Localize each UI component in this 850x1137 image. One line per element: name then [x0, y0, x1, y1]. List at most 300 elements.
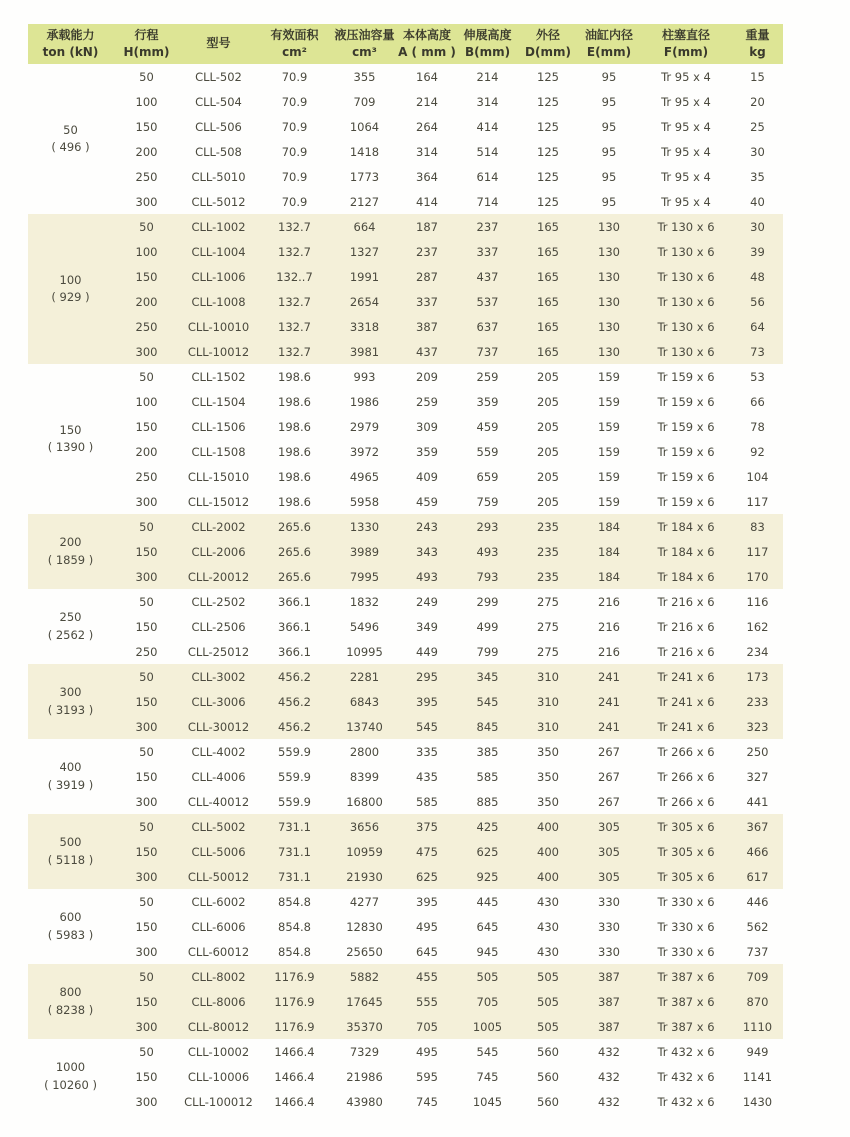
- table-cell: 560: [537, 1044, 559, 1059]
- column-header-line1: 液压油容量: [334, 27, 395, 42]
- table-cell: 21986: [346, 1069, 383, 1084]
- table-cell: 259: [476, 369, 499, 384]
- table-cell: 293: [457, 514, 518, 539]
- table-cell: CLL-3002: [180, 664, 257, 689]
- table-cell: 2979: [349, 419, 380, 434]
- table-cell: 16800: [346, 794, 383, 809]
- table-cell: 50: [139, 594, 154, 609]
- table-row: [28, 189, 783, 214]
- table-row: [28, 64, 783, 89]
- table-cell: 310: [518, 689, 578, 714]
- table-cell: Tr 330 x 6: [657, 919, 715, 934]
- table-cell: 364: [416, 169, 438, 184]
- table-cell: 425: [457, 814, 518, 839]
- table-cell: Tr 130 x 6: [640, 314, 732, 339]
- table-cell: 165: [518, 339, 578, 364]
- table-header-row: [28, 24, 783, 64]
- table-cell: 305: [578, 864, 640, 889]
- table-cell: 300: [113, 564, 180, 589]
- table-cell: 50: [139, 369, 154, 384]
- table-cell: 17645: [332, 989, 397, 1014]
- table-cell: 1430: [742, 1094, 773, 1109]
- table-cell: 350: [537, 744, 559, 759]
- table-cell: 264: [416, 119, 438, 134]
- table-cell: 414: [416, 194, 438, 209]
- table-cell: 130: [578, 314, 640, 339]
- table-row: [28, 814, 783, 839]
- table-cell: 12830: [346, 919, 383, 934]
- table-cell: 50: [113, 814, 180, 839]
- table-cell: 241: [578, 664, 640, 689]
- table-cell: 560: [537, 1069, 559, 1084]
- table-cell: 446: [746, 894, 769, 909]
- table-cell: 1110: [732, 1014, 783, 1039]
- table-row: [28, 1089, 783, 1114]
- table-row: [28, 1064, 783, 1089]
- table-cell: 205: [537, 494, 559, 509]
- table-cell: 159: [598, 469, 620, 484]
- table-row: [28, 414, 783, 439]
- table-cell: 343: [397, 539, 457, 564]
- table-cell: 327: [746, 769, 769, 784]
- table-cell: Tr 95 x 4: [661, 119, 711, 134]
- table-cell: CLL-15010: [187, 469, 250, 484]
- table-cell: 132.7: [257, 314, 332, 339]
- column-header-line2: B(mm): [464, 45, 511, 59]
- table-cell: CLL-1502: [191, 369, 246, 384]
- table-row: [28, 539, 783, 564]
- table-cell: 267: [598, 794, 620, 809]
- table-cell: 70.9: [281, 69, 308, 84]
- table-cell: 400: [518, 814, 578, 839]
- table-cell: 1176.9: [257, 1014, 332, 1039]
- table-cell: CLL-1008: [180, 289, 257, 314]
- capacity-ton: 250: [59, 610, 82, 625]
- table-cell: 200: [135, 144, 158, 159]
- table-cell: 267: [598, 744, 620, 759]
- table-cell: 366.1: [278, 594, 311, 609]
- table-cell: 2800: [349, 744, 380, 759]
- table-cell: CLL-10002: [187, 1044, 250, 1059]
- table-cell: CLL-2006: [180, 539, 257, 564]
- table-cell: 184: [578, 514, 640, 539]
- table-cell: CLL-5012: [191, 194, 246, 209]
- table-cell: 456.2: [257, 714, 332, 739]
- table-cell: Tr 266 x 6: [657, 744, 715, 759]
- column-header-line2: ton (kN): [42, 45, 99, 59]
- table-cell: 614: [476, 169, 499, 184]
- table-cell: 125: [537, 69, 559, 84]
- table-cell: 184: [578, 539, 640, 564]
- table-cell: 7329: [349, 1044, 380, 1059]
- table-cell: 949: [746, 1044, 769, 1059]
- table-cell: 455: [397, 964, 457, 989]
- capacity-cell: [28, 814, 113, 889]
- column-header-line2: cm³: [352, 45, 377, 59]
- table-cell: CLL-2506: [191, 619, 246, 634]
- table-cell: 56: [732, 289, 783, 314]
- table-cell: 50: [113, 214, 180, 239]
- capacity-ton: 50: [63, 122, 78, 137]
- table-cell: Tr 130 x 6: [640, 239, 732, 264]
- table-cell: 70.9: [281, 194, 308, 209]
- table-cell: 545: [457, 689, 518, 714]
- capacity-ton: 400: [59, 760, 82, 775]
- capacity-ton: 1000: [55, 1060, 86, 1075]
- table-cell: 7995: [332, 564, 397, 589]
- table-cell: 870: [732, 989, 783, 1014]
- table-cell: CLL-508: [195, 144, 242, 159]
- capacity-cell: [28, 64, 113, 214]
- table-cell: 441: [746, 794, 769, 809]
- table-cell: 359: [476, 394, 499, 409]
- table-cell: 854.8: [278, 894, 311, 909]
- table-cell: 184: [578, 564, 640, 589]
- capacity-cell: [28, 1039, 113, 1114]
- table-cell: CLL-40012: [187, 794, 250, 809]
- table-cell: 637: [457, 314, 518, 339]
- table-cell: 395: [416, 894, 438, 909]
- table-cell: 205: [537, 394, 559, 409]
- table-cell: 709: [732, 964, 783, 989]
- table-cell: 3656: [332, 814, 397, 839]
- table-cell: 514: [476, 144, 499, 159]
- table-cell: 275: [537, 644, 559, 659]
- table-cell: 50: [139, 894, 154, 909]
- table-cell: 466: [732, 839, 783, 864]
- table-cell: 70.9: [281, 119, 308, 134]
- table-row: [28, 239, 783, 264]
- table-cell: CLL-8002: [180, 964, 257, 989]
- table-cell: 15: [750, 69, 765, 84]
- table-cell: 132.7: [257, 339, 332, 364]
- table-row: [28, 89, 783, 114]
- table-row: [28, 989, 783, 1014]
- table-cell: 400: [518, 864, 578, 889]
- table-cell: 300: [135, 494, 158, 509]
- table-row: [28, 689, 783, 714]
- column-header-line1: 行程: [134, 27, 159, 42]
- column-header-line1: 型号: [206, 36, 231, 51]
- table-cell: 250: [746, 744, 769, 759]
- table-cell: 150: [113, 989, 180, 1014]
- table-cell: 1991: [332, 264, 397, 289]
- table-cell: 854.8: [278, 919, 311, 934]
- table-cell: Tr 305 x 6: [640, 814, 732, 839]
- table-cell: 95: [601, 119, 617, 134]
- table-cell: 499: [476, 619, 499, 634]
- table-cell: Tr 159 x 6: [657, 419, 715, 434]
- table-cell: 731.1: [257, 839, 332, 864]
- table-cell: Tr 241 x 6: [640, 714, 732, 739]
- table-cell: 1466.4: [274, 1044, 315, 1059]
- table-cell: 8399: [349, 769, 380, 784]
- table-cell: 50: [113, 664, 180, 689]
- table-row: [28, 739, 783, 764]
- table-cell: Tr 330 x 6: [657, 944, 715, 959]
- table-cell: 95: [601, 69, 617, 84]
- table-cell: CLL-6006: [191, 919, 246, 934]
- table-row: [28, 164, 783, 189]
- table-cell: CLL-20012: [180, 564, 257, 589]
- table-cell: 95: [601, 144, 617, 159]
- table-cell: 595: [416, 1069, 438, 1084]
- table-cell: 414: [476, 119, 499, 134]
- table-cell: 200: [135, 444, 158, 459]
- table-cell: 335: [416, 744, 438, 759]
- table-cell: 709: [353, 94, 376, 109]
- table-cell: 310: [518, 714, 578, 739]
- capacity-ton: 150: [59, 422, 82, 437]
- table-cell: 150: [113, 264, 180, 289]
- table-cell: 117: [746, 494, 769, 509]
- table-cell: 2654: [332, 289, 397, 314]
- table-cell: 385: [476, 744, 499, 759]
- table-cell: Tr 387 x 6: [640, 989, 732, 1014]
- column-header-4: [332, 24, 397, 64]
- table-cell: 659: [476, 469, 499, 484]
- capacity-ton: 200: [59, 535, 82, 550]
- table-cell: 330: [598, 894, 620, 909]
- table-cell: 64: [732, 314, 783, 339]
- table-cell: 132.7: [257, 239, 332, 264]
- table-cell: 205: [537, 419, 559, 434]
- table-cell: 5958: [349, 494, 380, 509]
- capacity-cell: [28, 589, 113, 664]
- table-cell: 300: [135, 794, 158, 809]
- table-cell: 300: [135, 194, 158, 209]
- table-cell: 432: [598, 1069, 620, 1084]
- table-cell: 250: [135, 169, 158, 184]
- table-cell: CLL-1004: [180, 239, 257, 264]
- table-cell: CLL-4002: [191, 744, 246, 759]
- table-cell: 495: [416, 919, 438, 934]
- table-cell: CLL-5010: [191, 169, 246, 184]
- column-header-9: [640, 24, 732, 64]
- table-cell: 104: [746, 469, 769, 484]
- column-header-line1: 外径: [535, 27, 560, 42]
- table-cell: CLL-1002: [180, 214, 257, 239]
- table-cell: 150: [135, 769, 158, 784]
- table-cell: 645: [476, 919, 499, 934]
- table-cell: Tr 216 x 6: [657, 619, 715, 634]
- table-cell: 267: [598, 769, 620, 784]
- table-cell: 214: [476, 69, 499, 84]
- table-cell: 562: [746, 919, 769, 934]
- table-cell: Tr 95 x 4: [661, 169, 711, 184]
- table-cell: 4277: [349, 894, 380, 909]
- column-header-1: [113, 24, 180, 64]
- table-cell: 20: [750, 94, 765, 109]
- table-cell: Tr 432 x 6: [657, 1069, 715, 1084]
- table-cell: CLL-1506: [191, 419, 246, 434]
- table-cell: Tr 159 x 6: [657, 494, 715, 509]
- table-cell: 150: [113, 839, 180, 864]
- table-row: [28, 464, 783, 489]
- spec-table: [28, 24, 783, 1114]
- table-cell: 1064: [349, 119, 380, 134]
- table-cell: 505: [518, 989, 578, 1014]
- table-cell: 164: [416, 69, 438, 84]
- table-cell: 3972: [349, 444, 380, 459]
- table-cell: 250: [135, 469, 158, 484]
- table-cell: 300: [135, 944, 158, 959]
- table-cell: 25: [750, 119, 765, 134]
- table-cell: 309: [416, 419, 438, 434]
- table-cell: 100: [135, 394, 158, 409]
- table-cell: 731.1: [257, 864, 332, 889]
- table-cell: 714: [476, 194, 499, 209]
- capacity-kn: ( 5983 ): [47, 927, 94, 942]
- table-cell: 100: [113, 239, 180, 264]
- column-header-6: [457, 24, 518, 64]
- table-cell: 664: [332, 214, 397, 239]
- table-cell: Tr 184 x 6: [640, 539, 732, 564]
- column-header-line1: 伸展高度: [463, 27, 512, 42]
- table-cell: 162: [746, 619, 769, 634]
- capacity-ton: 800: [59, 985, 82, 1000]
- table-cell: 737: [457, 339, 518, 364]
- capacity-cell: [28, 364, 113, 514]
- table-cell: 366.1: [278, 644, 311, 659]
- capacity-cell: [28, 214, 113, 364]
- table-cell: 925: [457, 864, 518, 889]
- table-cell: 437: [457, 264, 518, 289]
- table-row: [28, 664, 783, 689]
- table-cell: 130: [578, 239, 640, 264]
- table-cell: 70.9: [281, 169, 308, 184]
- table-cell: 95: [601, 169, 617, 184]
- table-cell: 6843: [332, 689, 397, 714]
- table-cell: 216: [598, 594, 620, 609]
- table-cell: CLL-8006: [180, 989, 257, 1014]
- table-cell: Tr 266 x 6: [657, 794, 715, 809]
- column-header-line1: 承载能力: [46, 27, 95, 42]
- table-cell: 165: [518, 239, 578, 264]
- table-cell: 50: [113, 514, 180, 539]
- table-cell: 5496: [349, 619, 380, 634]
- table-cell: 337: [397, 289, 457, 314]
- table-cell: 275: [537, 619, 559, 634]
- table-row: [28, 364, 783, 389]
- table-cell: 198.6: [278, 444, 311, 459]
- table-row: [28, 764, 783, 789]
- table-cell: 205: [537, 369, 559, 384]
- table-row: [28, 114, 783, 139]
- table-cell: 854.8: [278, 944, 311, 959]
- table-row: [28, 839, 783, 864]
- table-cell: 367: [732, 814, 783, 839]
- table-cell: 559.9: [278, 794, 311, 809]
- table-cell: 165: [518, 289, 578, 314]
- table-cell: 241: [578, 714, 640, 739]
- table-cell: 993: [353, 369, 376, 384]
- table-cell: 159: [598, 369, 620, 384]
- table-cell: CLL-4006: [191, 769, 246, 784]
- table-cell: 314: [416, 144, 438, 159]
- table-cell: 1045: [472, 1094, 503, 1109]
- column-header-line2: cm²: [282, 45, 307, 59]
- table-cell: 337: [457, 239, 518, 264]
- table-cell: 237: [457, 214, 518, 239]
- table-cell: 150: [135, 919, 158, 934]
- table-row: [28, 639, 783, 664]
- table-cell: Tr 387 x 6: [640, 964, 732, 989]
- capacity-kn: ( 1859 ): [47, 552, 94, 567]
- table-row: [28, 1014, 783, 1039]
- table-cell: 545: [476, 1044, 499, 1059]
- table-cell: 387: [578, 989, 640, 1014]
- capacity-cell: [28, 664, 113, 739]
- table-cell: 475: [397, 839, 457, 864]
- table-cell: 430: [537, 919, 559, 934]
- table-cell: 3981: [332, 339, 397, 364]
- table-cell: 35370: [332, 1014, 397, 1039]
- table-cell: CLL-1508: [191, 444, 246, 459]
- table-row: [28, 964, 783, 989]
- table-row: [28, 714, 783, 739]
- table-cell: 250: [135, 644, 158, 659]
- table-cell: CLL-50012: [180, 864, 257, 889]
- table-cell: 132.7: [257, 289, 332, 314]
- capacity-kn: ( 10260 ): [44, 1077, 97, 1092]
- table-cell: 198.6: [278, 469, 311, 484]
- table-cell: 214: [416, 94, 438, 109]
- capacity-kn: ( 5118 ): [47, 852, 94, 867]
- table-cell: CLL-10006: [187, 1069, 250, 1084]
- table-cell: Tr 130 x 6: [640, 214, 732, 239]
- table-cell: 300: [113, 864, 180, 889]
- table-cell: 265.6: [257, 539, 332, 564]
- table-cell: CLL-60012: [187, 944, 250, 959]
- table-cell: Tr 184 x 6: [640, 514, 732, 539]
- table-cell: 25650: [346, 944, 383, 959]
- table-cell: 205: [537, 469, 559, 484]
- table-cell: 559: [476, 444, 499, 459]
- table-cell: 3989: [332, 539, 397, 564]
- table-cell: 200: [113, 289, 180, 314]
- table-cell: 645: [416, 944, 438, 959]
- table-row: [28, 339, 783, 364]
- table-cell: 259: [416, 394, 438, 409]
- table-row: [28, 439, 783, 464]
- table-cell: CLL-80012: [180, 1014, 257, 1039]
- table-cell: 198.6: [278, 369, 311, 384]
- table-cell: 150: [113, 539, 180, 564]
- capacity-kn: ( 929 ): [51, 290, 90, 304]
- table-cell: 216: [598, 619, 620, 634]
- table-cell: 387: [578, 1014, 640, 1039]
- table-cell: 366.1: [278, 619, 311, 634]
- table-row: [28, 389, 783, 414]
- table-cell: CLL-15012: [187, 494, 250, 509]
- column-header-line2: F(mm): [663, 45, 709, 59]
- table-cell: Tr 432 x 6: [657, 1094, 715, 1109]
- table-cell: 505: [518, 964, 578, 989]
- table-cell: 459: [476, 419, 499, 434]
- table-cell: 43980: [346, 1094, 383, 1109]
- table-cell: 355: [353, 69, 376, 84]
- table-cell: 92: [750, 444, 765, 459]
- table-cell: 130: [578, 339, 640, 364]
- table-cell: 1141: [742, 1069, 773, 1084]
- table-cell: 505: [518, 1014, 578, 1039]
- column-header-line2: A ( mm ): [398, 45, 456, 59]
- capacity-kn: ( 2562 ): [47, 627, 94, 642]
- table-cell: 945: [476, 944, 499, 959]
- table-cell: 234: [746, 644, 769, 659]
- table-cell: 330: [598, 919, 620, 934]
